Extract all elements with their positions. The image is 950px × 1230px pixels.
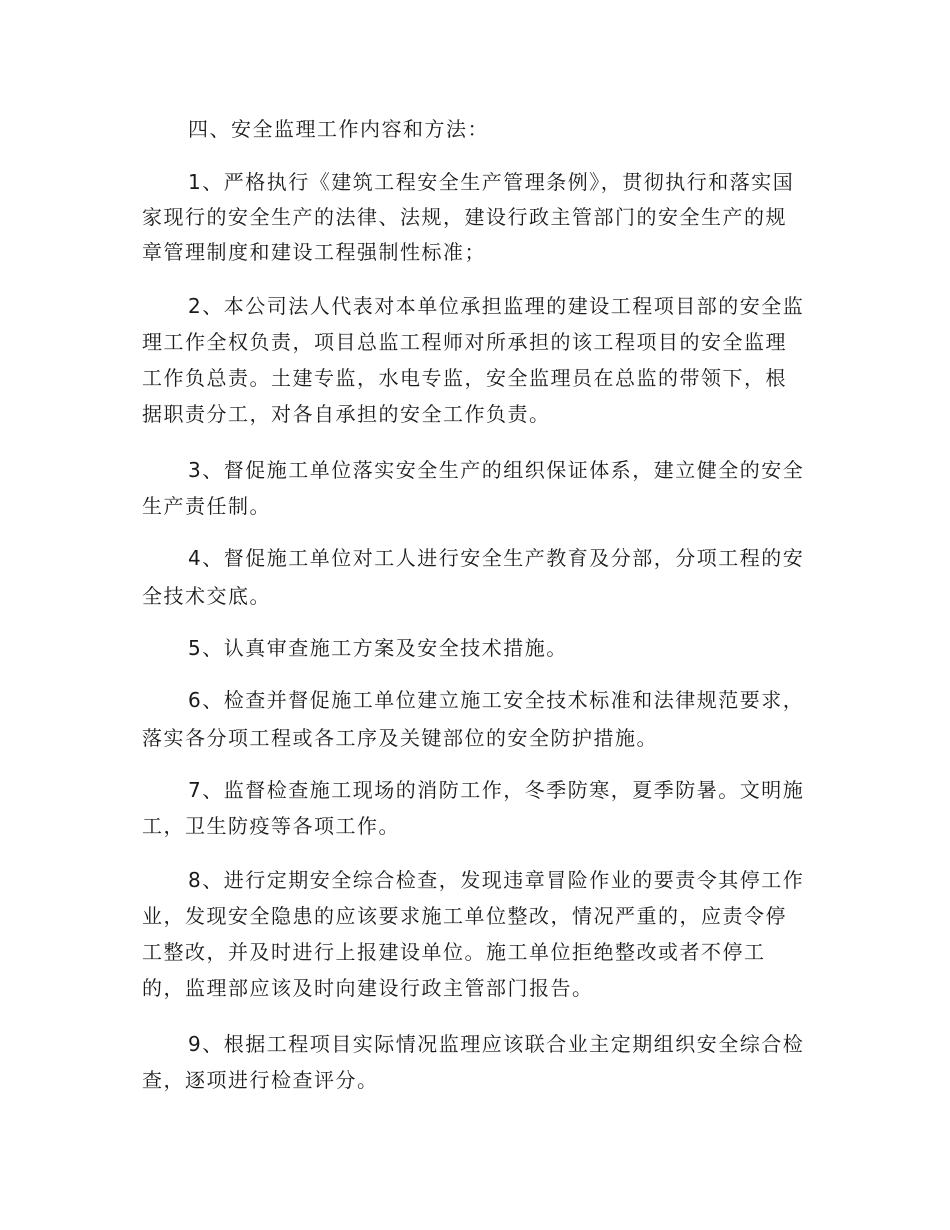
paragraph-1-line-2: 家现行的安全生产的法律、法规，建设行政主管部门的安全生产的规 (142, 205, 787, 229)
paragraph-1-line-3: 章管理制度和建设工程强制性标准； (142, 240, 486, 264)
paragraph-6-line-1: 6、检查并督促施工单位建立施工安全技术标准和法律规范要求， (188, 688, 805, 712)
paragraph-8-line-3: 工整改，并及时进行上报建设单位。施工单位拒绝整改或者不停工 (142, 940, 766, 964)
paragraph-7-line-2: 工，卫生防疫等各项工作。 (142, 814, 400, 838)
section-heading: 四、安全监理工作内容和方法： (188, 117, 489, 141)
paragraph-2-line-2: 理工作全权负责，项目总监工程师对所承担的该工程项目的安全监理 (142, 330, 787, 354)
paragraph-1-line-1: 1、严格执行《建筑工程安全生产管理条例》，贯彻执行和落实国 (188, 170, 795, 194)
paragraph-6-line-2: 落实各分项工程或各工序及关键部位的安全防护措施。 (142, 726, 658, 750)
paragraph-9-line-1: 9、根据工程项目实际情况监理应该联合业主定期组织安全综合检 (188, 1032, 805, 1056)
paragraph-2-line-1: 2、本公司法人代表对本单位承担监理的建设工程项目部的安全监 (188, 294, 805, 318)
paragraph-4-line-2: 全技术交底。 (142, 584, 271, 608)
paragraph-3-line-1: 3、督促施工单位落实安全生产的组织保证体系，建立健全的安全 (188, 458, 805, 482)
paragraph-8-line-4: 的，监理部应该及时向建设行政主管部门报告。 (142, 976, 594, 1000)
paragraph-3-line-2: 生产责任制。 (142, 494, 271, 518)
paragraph-9-line-2: 查，逐项进行检查评分。 (142, 1068, 379, 1092)
paragraph-8-line-2: 业，发现安全隐患的应该要求施工单位整改，情况严重的，应责令停 (142, 904, 787, 928)
paragraph-2-line-3: 工作负总责。土建专监，水电专监，安全监理员在总监的带领下，根 (142, 366, 787, 390)
paragraph-2-line-4: 据职责分工，对各自承担的安全工作负责。 (142, 402, 551, 426)
paragraph-7-line-1: 7、监督检查施工现场的消防工作，冬季防寒，夏季防暑。文明施 (188, 778, 805, 802)
paragraph-5-line-1: 5、认真审查施工方案及安全技术措施。 (188, 636, 568, 660)
paragraph-4-line-1: 4、督促施工单位对工人进行安全生产教育及分部，分项工程的安 (188, 546, 805, 570)
paragraph-8-line-1: 8、进行定期安全综合检查，发现违章冒险作业的要责令其停工作 (188, 868, 805, 892)
